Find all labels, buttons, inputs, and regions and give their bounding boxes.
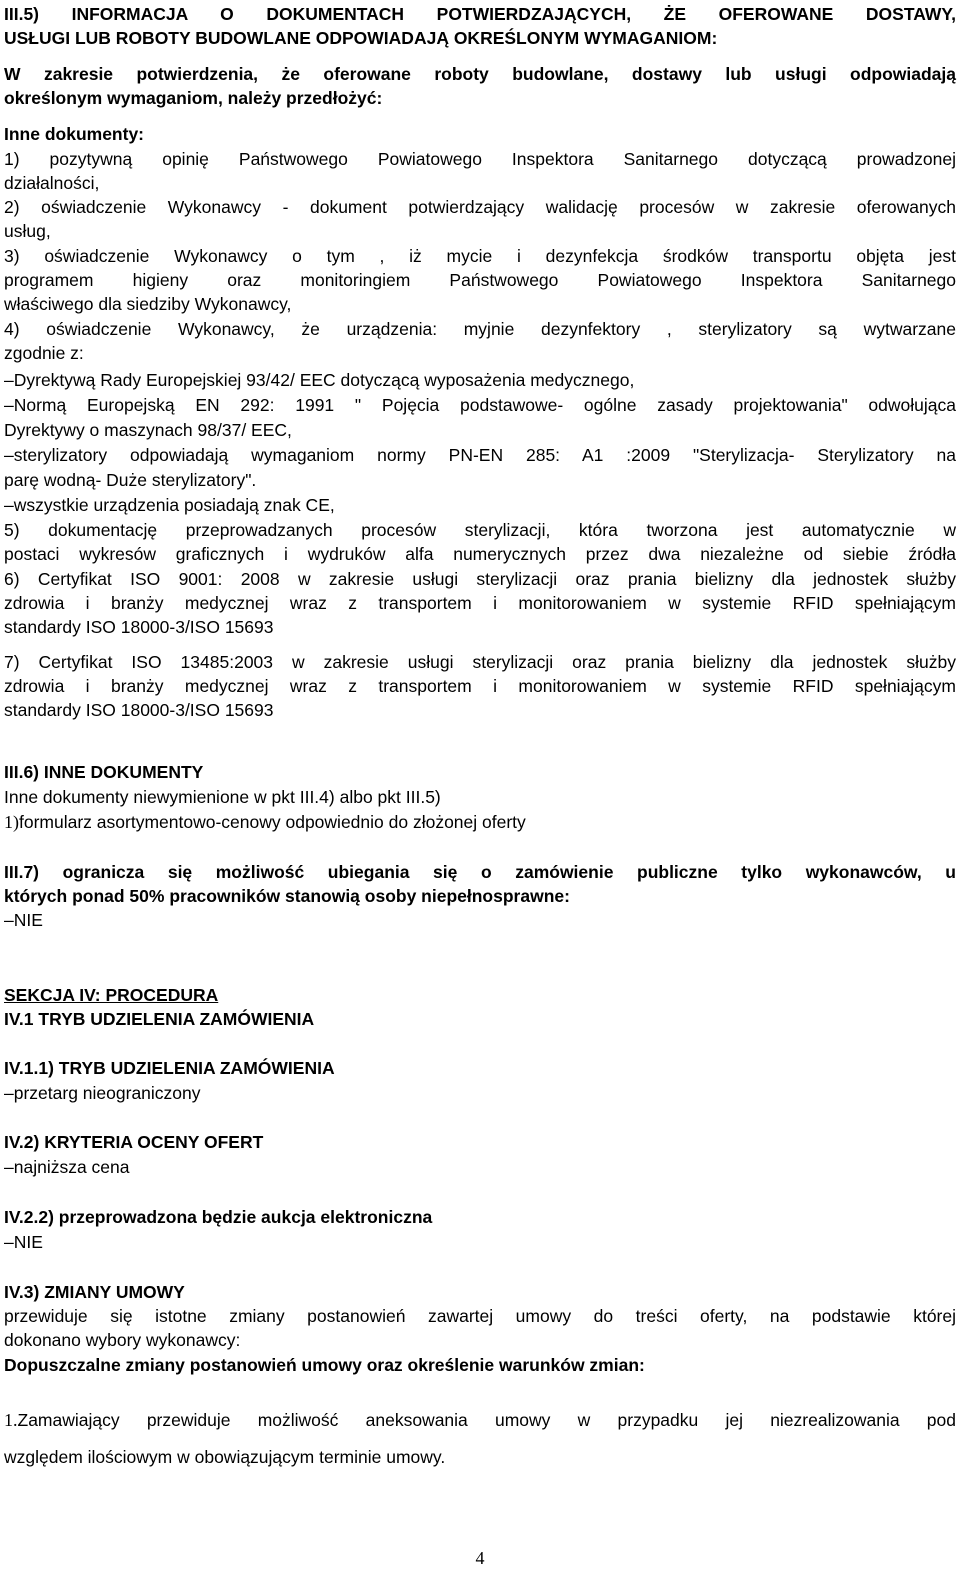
list-item-text: formularz asortymentowo-cenowy odpowiednio do złożonej oferty [19, 812, 526, 832]
dash-item-cont: parę wodną- Duże sterylizatory". [4, 470, 257, 490]
subsection-heading: IV.2.2) przeprowadzona będzie aukcja elektroniczna [4, 1207, 433, 1227]
section-heading: III.7) ogranicza się możliwość ubiegania się o zamówienie publiczne tylko wykonawców, u [4, 862, 956, 882]
section-heading-cont: których ponad 50% pracowników stanowią osoby niepełnosprawne: [4, 886, 570, 906]
list-item-cont: właściwego dla siedziby Wykonawcy, [4, 294, 292, 314]
list-item-cont: programem higieny oraz monitoringiem Państwowego Powiatowego Inspektora Sanitarnego [4, 270, 956, 290]
intro-text-cont: określonym wymaganiom, należy przedłożyć: [4, 88, 383, 108]
list-item-cont: względem ilościowym w obowiązującym terminie umowy. [4, 1447, 446, 1467]
answer-text: –NIE [4, 910, 43, 930]
answer-text: –najniższa cena [4, 1157, 130, 1177]
subsection-heading: IV.2) KRYTERIA OCENY OFERT [4, 1132, 264, 1152]
list-item-text: Zamawiający przewiduje możliwość aneksowania umowy w przypadku jej niezrealizowania pod [17, 1410, 956, 1430]
list-item: 4) oświadczenie Wykonawcy, że urządzenia: myjnie dezynfektory , sterylizatory są wytwarzane [4, 319, 956, 339]
dash-item-cont: Dyrektywy o maszynach 98/37/ EEC, [4, 420, 292, 440]
list-item [4, 1408, 956, 1432]
paragraph-cont: dokonano wybory wykonawcy: [4, 1330, 241, 1350]
section-heading: III.6) INNE DOKUMENTY [4, 762, 204, 782]
answer-text: –NIE [4, 1232, 43, 1252]
subsection-heading: IV.1 TRYB UDZIELENIA ZAMÓWIENIA [4, 1009, 315, 1029]
list-item: 2) oświadczenie Wykonawcy - dokument potwierdzający walidację procesów w zakresie oferowanych [4, 197, 956, 217]
list-item-cont: zgodnie z: [4, 343, 84, 363]
list-item: 3) oświadczenie Wykonawcy o tym , iż mycie i dezynfekcja środków transportu objęta jest [4, 246, 956, 266]
paragraph: przewiduje się istotne zmiany postanowień zawartej umowy do treści oferty, na podstawie której [4, 1306, 956, 1326]
section-heading: III.5) INFORMACJA O DOKUMENTACH POTWIERDZAJĄCYCH, ŻE OFEROWANE DOSTAWY, [4, 4, 956, 24]
list-item-cont: standardy ISO 18000-3/ISO 15693 [4, 700, 274, 720]
list-item: 7) Certyfikat ISO 13485:2003 w zakresie usługi sterylizacji oraz prania bielizny dla jednostek służby [4, 652, 956, 672]
other-documents-label: Inne dokumenty: [4, 124, 145, 144]
list-item-cont: działalności, [4, 173, 100, 193]
list-item-cont: zdrowia i branży medycznej wraz z transportem i monitorowaniem w systemie RFID spełniającym [4, 593, 956, 613]
subsection-heading: IV.1.1) TRYB UDZIELENIA ZAMÓWIENIA [4, 1058, 335, 1078]
list-item: 5) dokumentację przeprowadzanych procesów sterylizacji, która tworzona jest automatycznie w [4, 520, 956, 540]
list-item-cont: zdrowia i branży medycznej wraz z transportem i monitorowaniem w systemie RFID spełniającym [4, 676, 956, 696]
paragraph: Inne dokumenty niewymienione w pkt III.4) albo pkt III.5) [4, 787, 441, 807]
list-item-cont: usług, [4, 221, 51, 241]
list-item-number: 1. [4, 1410, 18, 1430]
section-title: SEKCJA IV: PROCEDURA [4, 985, 219, 1005]
answer-text: –przetarg nieograniczony [4, 1083, 201, 1103]
section-heading-cont: USŁUGI LUB ROBOTY BUDOWLANE ODPOWIADAJĄ OKREŚLONYM WYMAGANIOM: [4, 28, 718, 48]
list-item: 1) pozytywną opinię Państwowego Powiatowego Inspektora Sanitarnego dotyczącą prowadzonej [4, 149, 956, 169]
list-item-cont: postaci wykresów graficznych i wydruków alfa numerycznych przez dwa niezależne od siebie źródła [4, 544, 956, 564]
list-item-number: 1) [4, 812, 19, 832]
bold-paragraph: Dopuszczalne zmiany postanowień umowy oraz określenie warunków zmian: [4, 1355, 645, 1375]
list-item-cont: standardy ISO 18000-3/ISO 15693 [4, 617, 274, 637]
list-item: 6) Certyfikat ISO 9001: 2008 w zakresie usługi sterylizacji oraz prania bielizny dla jednostek służby [4, 569, 956, 589]
subsection-heading: IV.3) ZMIANY UMOWY [4, 1282, 185, 1302]
dash-item: –wszystkie urządzenia posiadają znak CE, [4, 495, 335, 515]
list-item [4, 810, 956, 834]
dash-item: –sterylizatory odpowiadają wymaganiom normy PN-EN 285: A1 :2009 "Sterylizacja- Sterylizatory na [4, 445, 956, 465]
dash-item: –Dyrektywą Rady Europejskiej 93/42/ EEC dotyczącą wyposażenia medycznego, [4, 370, 635, 390]
page-number: 4 [475, 1548, 485, 1568]
intro-text: W zakresie potwierdzenia, że oferowane roboty budowlane, dostawy lub usługi odpowiadają [4, 64, 956, 84]
dash-item: –Normą Europejską EN 292: 1991 " Pojęcia podstawowe- ogólne zasady projektowania" odwołująca [4, 395, 956, 415]
